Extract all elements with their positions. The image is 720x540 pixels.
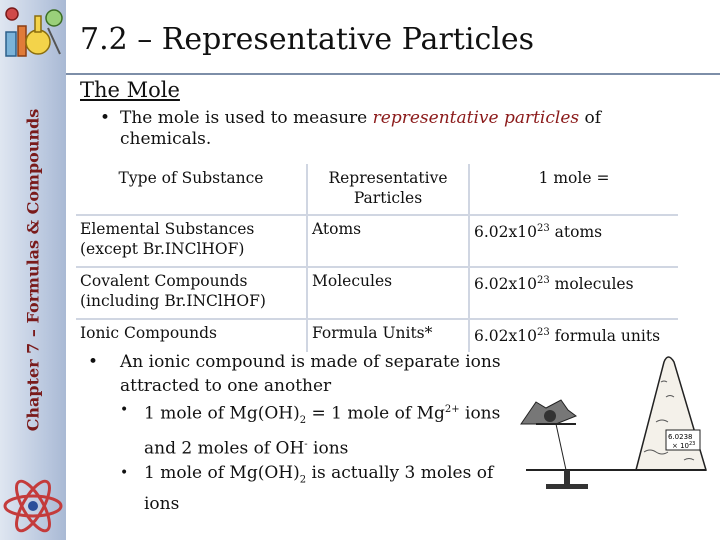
bullet-icon: • (120, 402, 129, 418)
header-substance: Type of Substance (118, 169, 264, 187)
note-main: • An ionic compound is made of separate ions attracted to one another (88, 352, 501, 396)
cell-substance: Elemental Substances (except Br.INClHOF) (76, 215, 307, 267)
particles-table (76, 164, 678, 352)
intro-emphasis: representative particles (372, 108, 580, 128)
cell-substance: Covalent Compounds (including Br.INClHOF) (76, 267, 307, 319)
balance-scale-illustration (516, 342, 716, 492)
page-title: 7.2 – Representative Particles (80, 22, 534, 57)
table-header-row (76, 164, 678, 215)
bullet-icon: • (100, 108, 111, 128)
cell-particle: Molecules (307, 267, 469, 319)
lab-equipment-icon (2, 2, 64, 60)
cell-particle: Atoms (307, 215, 469, 267)
note-sub-1: • 1 mole of $Mg(OH)_2 = 1$ mole of $Mg^{2+}$ ions and 2 moles of OH- ions (88, 398, 518, 461)
atom-icon (0, 470, 66, 538)
intro-bullet (100, 108, 660, 150)
bullet-icon: • (120, 464, 129, 481)
section-subtitle: The Mole (80, 78, 180, 102)
intro-text: The mole is used to measure representative particles of chemicals. (120, 108, 602, 149)
bullet-icon: • (88, 352, 99, 372)
cell-amount: $6.02x10^{23}$ atoms (469, 215, 678, 267)
title-divider (66, 73, 720, 75)
table-row (76, 267, 678, 319)
cell-amount: $6.02x10^{23}$ molecules (469, 267, 678, 319)
cell-particle: Formula Units* (307, 319, 469, 352)
ionic-notes (88, 350, 518, 516)
header-particles: Representative Particles (307, 164, 469, 215)
pile-label-number: 6.0238 (668, 433, 693, 441)
chapter-label: Chapter 7 – Formulas & Compounds (23, 108, 43, 432)
header-mole: 1 mole = (469, 164, 678, 215)
sidebar (0, 0, 66, 540)
pile-label-power: × $10^{23}$ (672, 441, 696, 450)
note-sub-2: • 1 mole of $Mg(OH)_2$ is actually 3 moles of ions (120, 462, 494, 515)
table-row (76, 215, 678, 267)
cell-substance: Ionic Compounds (76, 319, 307, 352)
cell-amount: $6.02x10^{23}$ formula units (469, 319, 678, 352)
